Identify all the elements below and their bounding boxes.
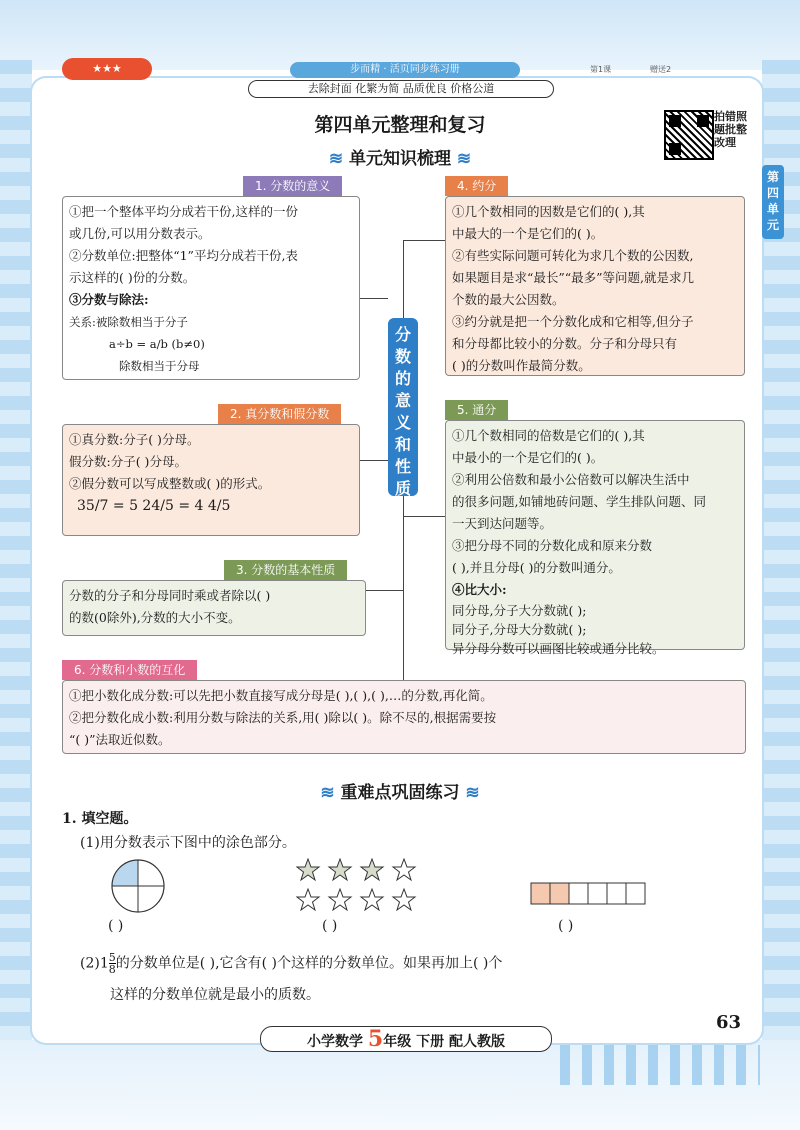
cell-shaded	[550, 883, 569, 904]
mixed-fraction	[109, 952, 116, 975]
rect-figure	[530, 882, 650, 906]
footer-grade: 年级	[383, 1034, 412, 1050]
frame-left	[0, 60, 32, 1070]
connector-line	[366, 590, 403, 591]
publisher-logo: ★★★	[62, 58, 152, 80]
text-line: 同分子,分母大分数就( );	[452, 622, 587, 637]
header-small-right: 赠送2	[650, 65, 672, 74]
text-line: 如果题目是求“最长”“最多”等问题,就是求几	[452, 270, 695, 285]
footer-term: 下册	[416, 1034, 445, 1050]
text-line: 分数的分子和分母同时乘或者除以( )	[69, 588, 271, 603]
answer-blank-2[interactable]: ( )	[322, 918, 338, 934]
footer-edition: 配人教版	[448, 1034, 505, 1050]
text-line: 异分母分数可以画图比较或通分比较。	[452, 641, 665, 656]
text-line: ④比大小:	[452, 582, 507, 597]
cell-empty	[569, 883, 588, 904]
footer-band	[260, 1026, 552, 1052]
star-figure	[296, 858, 420, 914]
tag-section-1: 1. 分数的意义	[243, 176, 342, 196]
star-shaded	[329, 859, 351, 880]
tag-section-4: 4. 约分	[445, 176, 508, 196]
text-line: ( ),并且分母( )的分数叫通分。	[452, 560, 621, 575]
circle-figure	[110, 858, 166, 914]
star-empty	[361, 889, 383, 910]
box-section-6	[62, 680, 746, 754]
text-line: ③把分母不同的分数化成和原来分数	[452, 538, 653, 553]
text-line: 中最大的一个是它们的( )。	[452, 226, 604, 241]
box-section-3	[62, 580, 366, 636]
connector-line	[403, 516, 445, 517]
decorative-stripes	[560, 1045, 760, 1085]
q-prefix: (2)1	[80, 955, 109, 972]
footer-subject: 小学数学	[307, 1034, 364, 1050]
connector-line	[403, 496, 404, 680]
text-line: ②假分数可以写成整数或( )的形式。	[69, 476, 271, 491]
wave-icon: ≋	[465, 783, 480, 803]
qr-code[interactable]	[664, 110, 714, 160]
footer-grade-number: 5	[367, 1026, 384, 1052]
text-line: 示这样的( )份的分数。	[69, 270, 196, 285]
text-line: ①真分数:分子( )分母。	[69, 432, 200, 447]
side-tab-unit[interactable]: 第四单元	[762, 165, 784, 239]
question-1-1: (1)用分数表示下图中的涂色部分。	[80, 835, 296, 851]
cell-shaded	[531, 883, 550, 904]
wave-icon: ≋	[328, 149, 344, 169]
cell-empty	[607, 883, 626, 904]
box-section-2	[62, 424, 360, 536]
box-section-4	[445, 196, 745, 376]
text-line: 中最小的一个是它们的( )。	[452, 450, 604, 465]
center-topic: 分数的意义和性质	[388, 318, 418, 496]
connector-line	[360, 460, 388, 461]
text-line: ①几个数相同的倍数是它们的( ),其	[452, 428, 645, 443]
text-line: 的很多问题,如铺地砖问题、学生排队问题、同	[452, 494, 706, 509]
answer-blank-1[interactable]: ( )	[108, 918, 124, 934]
tag-section-6: 6. 分数和小数的互化	[62, 660, 197, 680]
question-1: 1. 填空题。	[62, 811, 138, 827]
wave-icon: ≋	[456, 149, 472, 169]
text-line: 个数的最大公因数。	[452, 292, 565, 307]
text-line: ①把小数化成分数:可以先把小数直接写成分母是( ),( ),( ),…的分数,再化简。	[69, 688, 493, 703]
text-line: ②利用公倍数和最小公倍数可以解决生活中	[452, 472, 690, 487]
fraction-denominator: 8	[108, 963, 116, 976]
tag-section-5: 5. 通分	[445, 400, 508, 420]
wave-icon: ≋	[320, 783, 335, 803]
text-line: 和分母都比较小的分数。分子和分母只有	[452, 336, 678, 351]
text-line: ①把一个整体平均分成若干份,这样的一份	[69, 204, 298, 219]
text-line: 一天到达问题等。	[452, 516, 553, 531]
star-empty	[297, 889, 319, 910]
connector-line	[360, 298, 388, 299]
text-line: ( )的分数叫作最简分数。	[452, 358, 591, 373]
page-number: 63	[716, 1012, 742, 1033]
text-line: 的数(0除外),分数的大小不变。	[69, 610, 241, 625]
section-heading-practice	[0, 778, 800, 803]
text-line: 同分母,分子大分数就( );	[452, 603, 587, 618]
text-line: 假分数:分子( )分母。	[69, 454, 187, 469]
formula: a÷b = a/b (b≠0)	[109, 337, 205, 351]
text-line: 除数相当于分母	[119, 359, 200, 373]
connector-line	[403, 240, 445, 241]
text-line: 关系:被除数相当于分子	[69, 315, 188, 329]
slogan: 去除封面 化繁为简 品质优良 价格公道	[248, 80, 554, 98]
q-body: 的分数单位是( ),它含有( )个这样的分数单位。如果再加上( )个	[115, 955, 503, 972]
practice-heading: 重难点巩固练习	[340, 783, 460, 803]
star-empty	[393, 889, 415, 910]
header-small-left: 第1课	[590, 65, 612, 74]
text-line: ②把分数化成小数:利用分数与除法的关系,用( )除以( )。除不尽的,根据需要按	[69, 710, 497, 725]
star-empty	[393, 859, 415, 880]
text-line: “( )”法取近似数。	[69, 732, 171, 747]
cell-empty	[626, 883, 645, 904]
star-shaded	[361, 859, 383, 880]
text-line: 或几份,可以用分数表示。	[69, 226, 211, 241]
text-line: ②有些实际问题可转化为求几个数的公因数,	[452, 248, 694, 263]
connector-line	[403, 240, 404, 318]
answer-blank-3[interactable]: ( )	[558, 918, 574, 934]
fraction-numerator: 5	[108, 951, 116, 964]
question-1-2-cont: 这样的分数单位就是最小的质数。	[110, 987, 320, 1003]
header-band: 步而精 · 活页同步练习册	[290, 62, 520, 78]
page-title: 第四单元整理和复习	[314, 114, 486, 136]
text-line: ②分数单位:把整体“1”平均分成若干份,表	[69, 248, 298, 263]
formula: 35/7 = 5 24/5 = 4 4/5	[77, 498, 231, 514]
text-line: ③分数与除法:	[69, 292, 149, 307]
box-section-1	[62, 196, 360, 380]
qr-caption: 拍错照题批整改理	[714, 110, 747, 149]
subtitle-text: 单元知识梳理	[349, 149, 451, 169]
star-shaded	[297, 859, 319, 880]
text-line: ①几个数相同的因数是它们的( ),其	[452, 204, 645, 219]
tag-section-3: 3. 分数的基本性质	[224, 560, 347, 580]
text-line: ③约分就是把一个分数化成和它相等,但分子	[452, 314, 694, 329]
tag-section-2: 2. 真分数和假分数	[218, 404, 341, 424]
box-section-5	[445, 420, 745, 656]
question-1-2	[80, 952, 502, 975]
star-empty	[329, 889, 351, 910]
cell-empty	[588, 883, 607, 904]
